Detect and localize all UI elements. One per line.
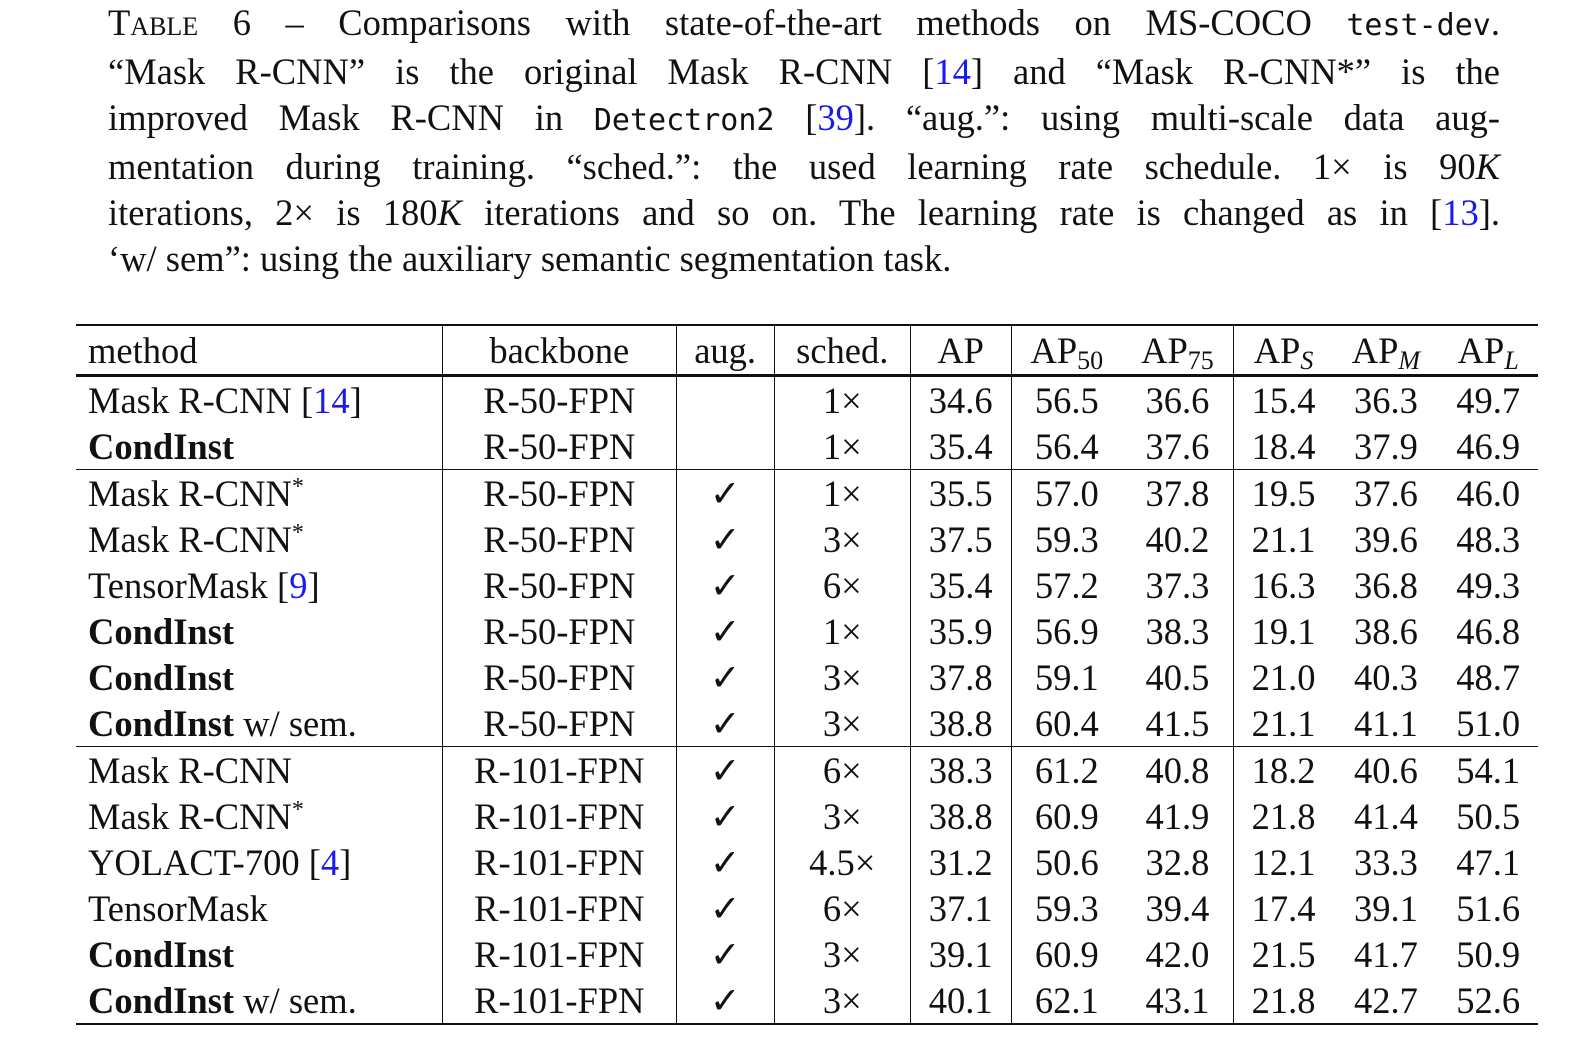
cell-ap75: 41.9 (1122, 793, 1233, 839)
cell-aps: 19.1 (1251, 610, 1316, 652)
cell-ap75: 42.0 (1122, 931, 1233, 977)
table-row (76, 977, 1538, 1024)
table-row (76, 654, 1538, 700)
cell-ap75: 37.3 (1122, 562, 1233, 608)
cell-aug: ✓ (676, 747, 774, 794)
col-header-method: method (76, 325, 443, 376)
cell-aps: 18.4 (1251, 425, 1316, 467)
citation-link[interactable]: 39 (817, 97, 854, 138)
col-header-ap: AP (910, 325, 1011, 376)
method-cell (76, 839, 443, 885)
cell-aug: ✓ (676, 516, 774, 562)
cell-sched: 3× (774, 654, 910, 700)
cell-backbone: R-50-FPN (443, 516, 676, 562)
method-cell (76, 885, 443, 931)
method-cell (76, 793, 443, 839)
cell-apl: 48.7 (1456, 656, 1521, 698)
cell-ap: 38.8 (910, 700, 1011, 747)
cell-aug: ✓ (676, 470, 774, 517)
cell-ap50: 50.6 (1034, 841, 1099, 883)
citation-bracket: [ (308, 841, 321, 883)
method-name: CondInst (88, 425, 235, 467)
col-header-ap50: $AP_{50}$ (1011, 325, 1122, 376)
cell-apm: 40.6 (1333, 747, 1438, 794)
cell-sched: 6× (774, 747, 910, 794)
cell-ap: 37.5 (910, 516, 1011, 562)
table-row (76, 376, 1538, 424)
cell-ap: 40.1 (910, 977, 1011, 1024)
cell-aps: 21.1 (1251, 518, 1316, 560)
col-header-ap75: $AP_{75}$ (1122, 325, 1233, 376)
method-name: TensorMask (88, 887, 268, 929)
cell-aug: ✓ (676, 654, 774, 700)
cell-apl: 50.5 (1456, 795, 1521, 837)
method-name: Mask R-CNN (88, 379, 301, 421)
method-suffix: w/ sem. (234, 979, 357, 1021)
cell-aps: 18.2 (1233, 747, 1333, 794)
cell-backbone: R-101-FPN (443, 793, 676, 839)
cell-sched: 3× (774, 793, 910, 839)
cell-aug (676, 376, 774, 424)
cell-apl: 47.1 (1456, 841, 1521, 883)
cell-apl: 50.9 (1456, 933, 1521, 975)
method-name: CondInst (88, 610, 235, 652)
method-name: Mask R-CNN (88, 749, 292, 791)
cell-backbone: R-50-FPN (443, 700, 676, 747)
cell-apl: 49.3 (1456, 564, 1521, 606)
cell-ap50: 60.9 (1034, 795, 1099, 837)
cell-ap: 34.6 (910, 376, 1011, 424)
cell-ap: 39.1 (910, 931, 1011, 977)
cell-sched: 1× (774, 376, 910, 424)
citation-link[interactable]: 9 (289, 564, 308, 606)
cell-sched: 3× (774, 931, 910, 977)
cell-aps: 21.8 (1251, 795, 1316, 837)
table-row (76, 423, 1538, 470)
cell-backbone: R-50-FPN (443, 562, 676, 608)
method-name: Mask R-CNN (88, 518, 292, 560)
cell-ap50: 57.0 (1011, 470, 1122, 517)
cell-ap75: 41.5 (1122, 700, 1233, 747)
method-name: CondInst (88, 979, 235, 1021)
cell-ap75: 37.8 (1122, 470, 1233, 517)
cell-apl: 52.6 (1438, 977, 1538, 1024)
cell-ap50: 62.1 (1011, 977, 1122, 1024)
citation-bracket: [ (277, 564, 290, 606)
framework-name: Detectron2 (593, 103, 775, 138)
cell-ap75: 40.2 (1122, 516, 1233, 562)
cell-ap: 38.8 (910, 793, 1011, 839)
improved-marker: * (291, 796, 304, 823)
table-row (76, 516, 1538, 562)
cell-apl: 48.3 (1456, 518, 1521, 560)
method-cell (76, 423, 443, 470)
method-cell (76, 654, 443, 700)
citation-bracket: ] (349, 379, 362, 421)
cell-apm: 36.3 (1353, 379, 1418, 421)
improved-marker: * (291, 473, 304, 500)
cell-sched: 4.5× (774, 839, 910, 885)
method-cell (76, 470, 443, 517)
cell-apm: 37.6 (1333, 470, 1438, 517)
table-header-row (76, 325, 1538, 376)
method-name: Mask R-CNN (88, 795, 292, 837)
table-row (76, 747, 1538, 794)
cell-ap50: 61.2 (1011, 747, 1122, 794)
cell-aug: ✓ (676, 885, 774, 931)
table-row (76, 931, 1538, 977)
cell-sched: 3× (774, 516, 910, 562)
citation-link[interactable]: 14 (313, 379, 350, 421)
cell-backbone: R-101-FPN (443, 931, 676, 977)
caption-line-6: ‘w/ sem”: using the auxiliary semantic segmentation task. (108, 238, 952, 279)
cell-apm: 41.7 (1353, 933, 1418, 975)
citation-link[interactable]: 14 (934, 51, 971, 92)
cell-ap75: 36.6 (1122, 376, 1233, 424)
citation-bracket: [ (300, 379, 314, 421)
citation-bracket: ] (339, 841, 352, 883)
cell-apl: 51.6 (1456, 887, 1521, 929)
cell-apm: 40.3 (1353, 656, 1418, 698)
cell-ap: 35.5 (910, 470, 1011, 517)
cell-ap75: 32.8 (1122, 839, 1233, 885)
table-row (76, 839, 1538, 885)
cell-ap50: 59.1 (1034, 656, 1099, 698)
cell-sched: 1× (774, 470, 910, 517)
cell-ap75: 37.6 (1122, 423, 1233, 470)
cell-apl: 46.0 (1438, 470, 1538, 517)
method-name: CondInst (88, 702, 235, 744)
cell-ap: 31.2 (910, 839, 1011, 885)
cell-backbone: R-50-FPN (443, 470, 676, 517)
cell-sched: 1× (774, 608, 910, 654)
cell-backbone: R-50-FPN (443, 423, 676, 470)
cell-aps: 21.0 (1251, 656, 1316, 698)
cell-apl: 46.8 (1456, 610, 1521, 652)
cell-apm: 39.1 (1353, 887, 1418, 929)
cell-sched: 3× (774, 977, 910, 1024)
cell-ap: 35.4 (910, 562, 1011, 608)
cell-sched: 1× (774, 423, 910, 470)
cell-aug: ✓ (676, 793, 774, 839)
method-suffix: w/ sem. (234, 702, 357, 744)
col-header-apl: $AP_L$ (1438, 325, 1538, 376)
cell-ap50: 56.5 (1034, 379, 1099, 421)
table-row (76, 885, 1538, 931)
cell-ap75: 43.1 (1122, 977, 1233, 1024)
cell-aug: ✓ (676, 931, 774, 977)
caption-line-4: mentation during training. “sched.”: the used learning rate schedule. 1× is 90K (108, 146, 1500, 187)
col-header-apm: $AP_M$ (1333, 325, 1438, 376)
cell-backbone: R-101-FPN (443, 747, 676, 794)
cell-aug: ✓ (676, 700, 774, 747)
cell-backbone: R-50-FPN (443, 608, 676, 654)
col-header-aps: $AP_S$ (1233, 325, 1333, 376)
cell-sched: 6× (774, 885, 910, 931)
caption-line-3: improved Mask R-CNN in Detectron2 [39]. “aug.”: using multi-scale data aug- (108, 97, 1501, 138)
col-header-aug: aug. (676, 325, 774, 376)
cell-apl: 51.0 (1456, 702, 1521, 744)
cell-aug (676, 423, 774, 470)
cell-aug: ✓ (676, 977, 774, 1024)
dataset-split: test-dev (1346, 8, 1491, 43)
method-cell (76, 977, 443, 1024)
cell-ap75: 40.5 (1122, 654, 1233, 700)
cell-backbone: R-101-FPN (443, 839, 676, 885)
cell-apl: 54.1 (1438, 747, 1538, 794)
cell-ap: 38.3 (910, 747, 1011, 794)
cell-ap: 35.9 (910, 608, 1011, 654)
cell-aug: ✓ (676, 562, 774, 608)
cell-aps: 12.1 (1251, 841, 1316, 883)
cell-apm: 33.3 (1353, 841, 1418, 883)
method-cell (76, 931, 443, 977)
cell-apm: 38.6 (1353, 610, 1418, 652)
cell-ap50: 60.4 (1034, 702, 1099, 744)
method-cell (76, 516, 443, 562)
caption-line-1: Table 6 – Comparisons with state-of-the-art methods on MS-COCO test-dev. (108, 2, 1500, 43)
caption-line-5: iterations, 2× is 180K iterations and so on. The learning rate is changed as in [13]. (108, 192, 1500, 233)
table-body (76, 376, 1538, 1025)
method-cell (76, 700, 443, 747)
cell-apl: 49.7 (1456, 379, 1521, 421)
table-label: Table 6 (108, 2, 251, 43)
cell-aps: 16.3 (1251, 564, 1316, 606)
citation-link[interactable]: 13 (1442, 192, 1479, 233)
method-name: TensorMask (88, 564, 278, 606)
results-table (76, 324, 1538, 1025)
cell-apm: 42.7 (1333, 977, 1438, 1024)
caption-line-2: “Mask R-CNN” is the original Mask R-CNN [14] and “Mask R-CNN*” is the (108, 51, 1500, 92)
method-cell (76, 562, 443, 608)
citation-bracket: ] (307, 564, 320, 606)
cell-aps: 21.1 (1251, 702, 1316, 744)
cell-backbone: R-50-FPN (443, 376, 676, 424)
method-name: YOLACT-700 (88, 841, 309, 883)
cell-apm: 41.1 (1353, 702, 1418, 744)
cell-apm: 39.6 (1353, 518, 1418, 560)
table-row (76, 562, 1538, 608)
cell-backbone: R-50-FPN (443, 654, 676, 700)
cell-ap75: 39.4 (1122, 885, 1233, 931)
cell-backbone: R-101-FPN (443, 885, 676, 931)
cell-ap75: 40.8 (1122, 747, 1233, 794)
method-cell (76, 608, 443, 654)
citation-link[interactable]: 4 (320, 841, 340, 883)
improved-marker: * (291, 519, 304, 546)
cell-ap50: 59.3 (1034, 518, 1099, 560)
cell-ap50: 60.9 (1034, 933, 1099, 975)
method-cell (76, 376, 443, 424)
cell-aug: ✓ (676, 608, 774, 654)
table-row (76, 470, 1538, 517)
method-name: CondInst (88, 933, 235, 975)
cell-ap50: 56.9 (1034, 610, 1099, 652)
cell-backbone: R-101-FPN (443, 977, 676, 1024)
table-caption (108, 0, 1500, 282)
col-header-backbone: backbone (443, 325, 676, 376)
col-header-sched: sched. (774, 325, 910, 376)
table-row (76, 793, 1538, 839)
cell-sched: 3× (774, 700, 910, 747)
cell-apm: 36.8 (1353, 564, 1418, 606)
cell-apm: 41.4 (1353, 795, 1418, 837)
cell-sched: 6× (774, 562, 910, 608)
cell-apl: 46.9 (1456, 425, 1521, 467)
cell-aug: ✓ (676, 839, 774, 885)
cell-ap: 37.1 (910, 885, 1011, 931)
cell-ap50: 56.4 (1034, 425, 1099, 467)
table-row (76, 700, 1538, 747)
cell-aps: 19.5 (1233, 470, 1333, 517)
cell-apm: 37.9 (1353, 425, 1418, 467)
cell-aps: 15.4 (1251, 379, 1316, 421)
method-name: Mask R-CNN (88, 472, 292, 514)
cell-aps: 21.5 (1251, 933, 1316, 975)
cell-ap50: 57.2 (1034, 564, 1099, 606)
table-row (76, 608, 1538, 654)
cell-aps: 21.8 (1233, 977, 1333, 1024)
cell-ap: 37.8 (910, 654, 1011, 700)
method-cell (76, 747, 443, 794)
cell-ap: 35.4 (910, 423, 1011, 470)
method-name: CondInst (88, 656, 235, 698)
cell-ap75: 38.3 (1122, 608, 1233, 654)
cell-aps: 17.4 (1251, 887, 1316, 929)
cell-ap50: 59.3 (1034, 887, 1099, 929)
